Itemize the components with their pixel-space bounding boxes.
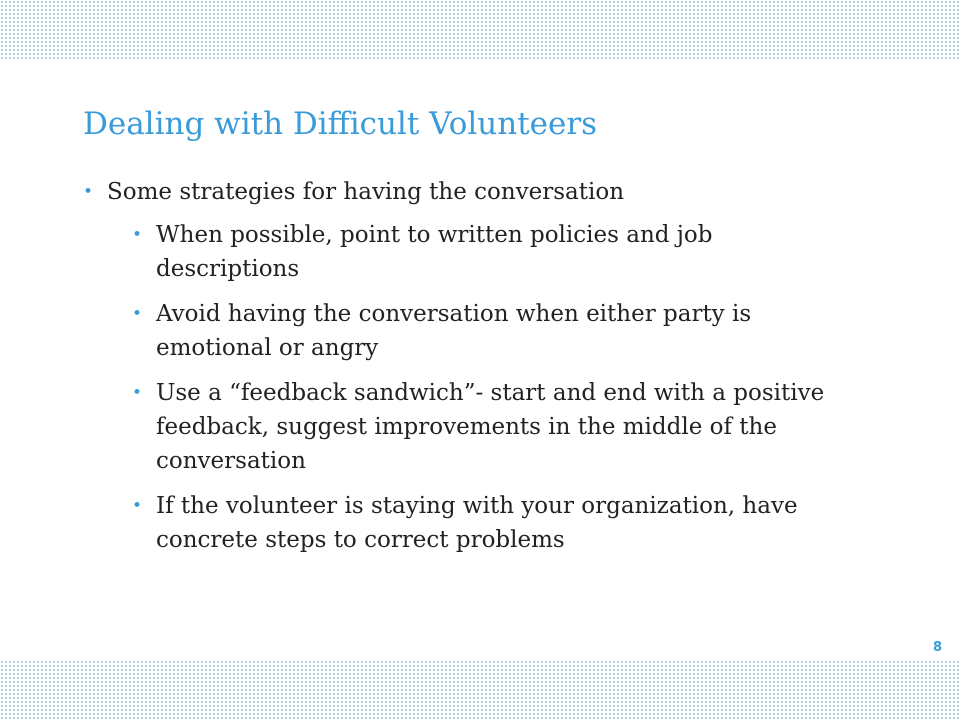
sub-bullet-text: Use a “feedback sandwich”- start and end with a positive feedback, suggest improvements in the middle of the conversation — [156, 380, 825, 474]
bullet-text: Some strategies for having the conversation — [107, 179, 625, 205]
sub-bullet-item — [131, 489, 846, 557]
bullet-list — [82, 176, 882, 557]
bottom-dot-pattern — [0, 660, 960, 720]
sub-bullet-text: Avoid having the conversation when either party is emotional or angry — [156, 301, 752, 361]
slide-title: Dealing with Difficult Volunteers — [83, 106, 598, 142]
bullet-dot-icon: • — [132, 496, 143, 516]
sub-bullet-text: When possible, point to written policies and job descriptions — [156, 222, 713, 282]
sub-bullet-text: If the volunteer is staying with your organization, have concrete steps to correct problems — [156, 493, 798, 553]
bullet-dot-icon: • — [132, 225, 143, 245]
bullet-item — [82, 176, 882, 209]
top-dot-pattern — [0, 0, 960, 60]
bullet-dot-icon: • — [132, 383, 143, 403]
page-number: 8 — [932, 640, 942, 655]
sub-bullet-item — [131, 297, 846, 365]
sub-bullet-item — [131, 376, 846, 478]
bullet-dot-icon: • — [132, 304, 143, 324]
sub-bullet-item — [131, 218, 846, 286]
bullet-dot-icon: • — [83, 182, 94, 202]
